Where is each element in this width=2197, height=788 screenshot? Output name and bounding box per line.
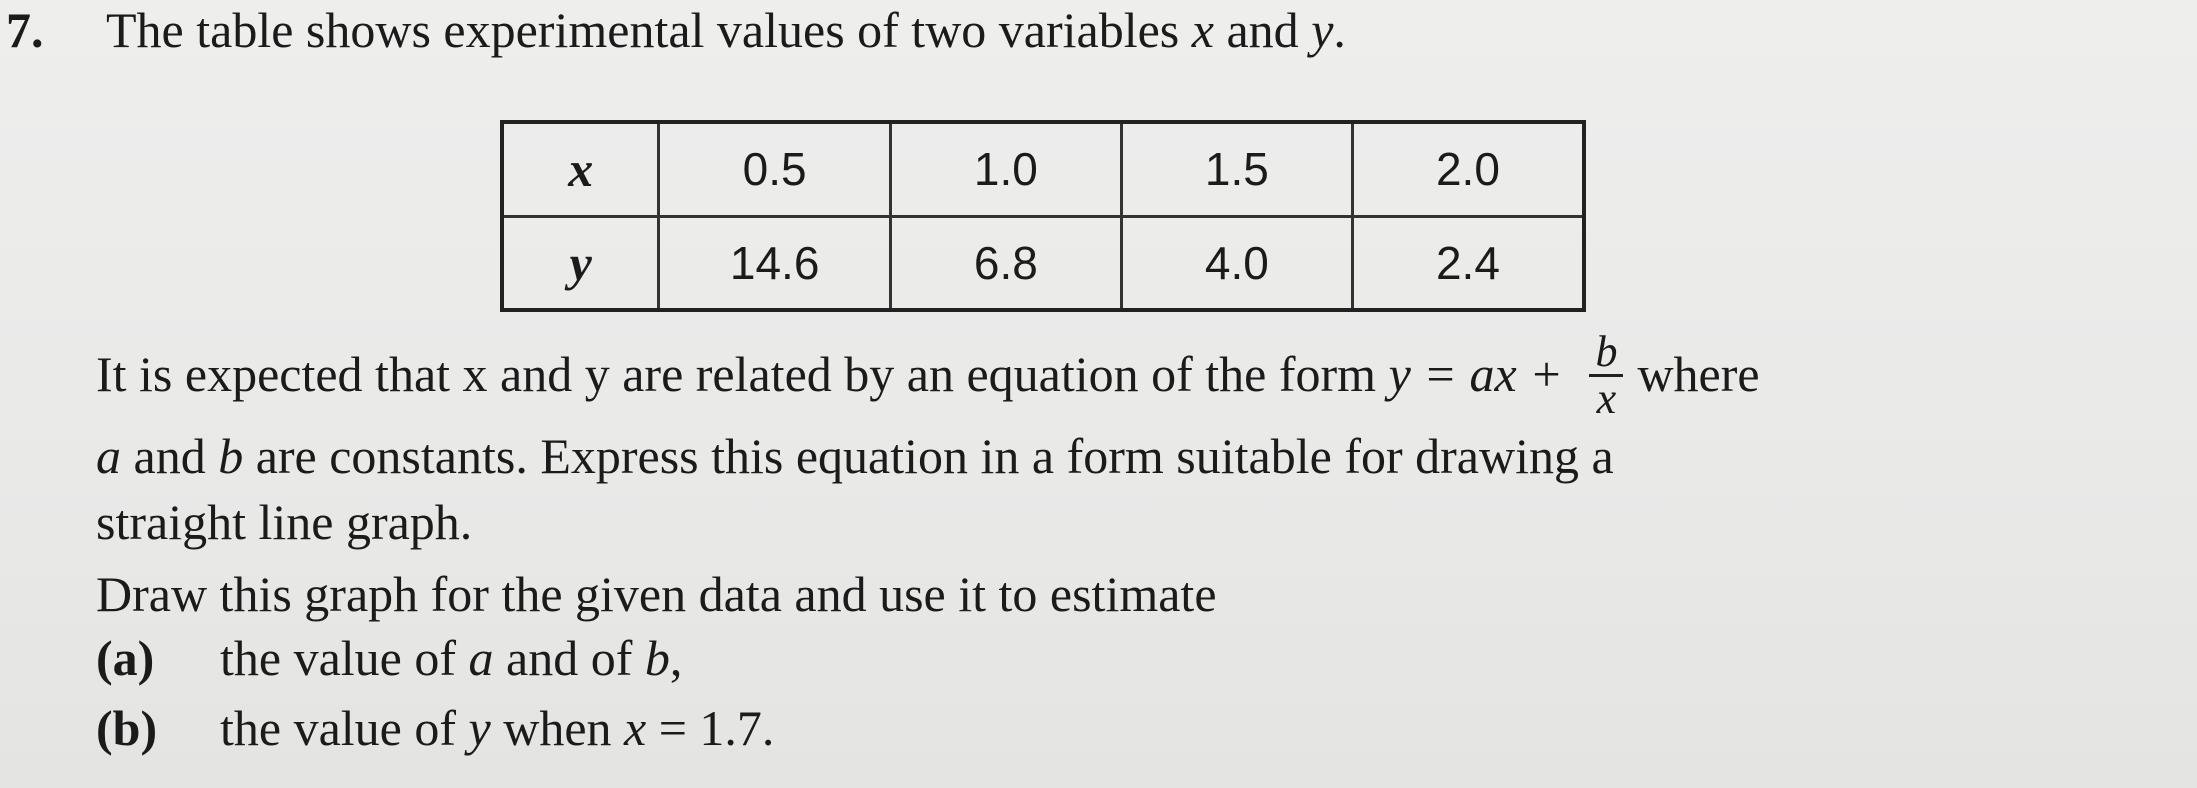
part-b xyxy=(96,700,774,756)
equation-lhs: y = ax + xyxy=(1388,345,1576,402)
part-a-text-3: , xyxy=(669,630,683,686)
part-a-label: (a) xyxy=(96,630,155,686)
x-value-cell: 0.5 xyxy=(659,122,890,216)
part-b-var-x: x xyxy=(624,700,647,756)
fraction-numerator: b xyxy=(1589,330,1623,377)
part-a-text: the value of xyxy=(220,630,469,686)
x-value-cell: 1.5 xyxy=(1121,122,1352,216)
part-b-var-y: y xyxy=(468,700,491,756)
y-value-cell: 14.6 xyxy=(659,216,890,310)
part-a-var-a: a xyxy=(468,630,494,686)
question-intro: The table shows experimental values of two variables xyxy=(106,2,1192,58)
fraction-b-over-x xyxy=(1589,327,1623,423)
table-row-y xyxy=(502,216,1584,310)
intro-end: . xyxy=(1333,2,1346,58)
row-label-y: y xyxy=(502,216,659,310)
y-value-cell: 6.8 xyxy=(890,216,1121,310)
question-number: 7. xyxy=(6,2,44,58)
part-a-text-2: and of xyxy=(493,630,645,686)
line2-rest: are constants. Express this equation in a form suitable for drawing a xyxy=(243,428,1614,484)
part-b-text-3: = 1.7. xyxy=(646,700,775,756)
const-b: b xyxy=(218,428,244,484)
part-b-text: the value of xyxy=(220,700,469,756)
line1-start: It is expected that x and y are related by an equation of the form xyxy=(96,345,1389,402)
intro-and: and xyxy=(1213,2,1312,58)
part-b-text-2: when xyxy=(490,700,625,756)
var-y: y xyxy=(1311,2,1334,58)
data-table xyxy=(500,120,1586,312)
question-heading xyxy=(6,0,1346,60)
paragraph-line-2 xyxy=(96,428,1614,484)
line1-end: where xyxy=(1637,345,1760,402)
row-label-x: x xyxy=(502,122,659,216)
const-a: a xyxy=(96,428,121,484)
part-a-var-b: b xyxy=(644,630,670,686)
x-value-cell: 1.0 xyxy=(890,122,1121,216)
part-a xyxy=(96,630,682,686)
table-row-x xyxy=(502,122,1584,216)
y-value-cell: 4.0 xyxy=(1121,216,1352,310)
paragraph-line-1 xyxy=(96,327,1760,425)
paragraph-line-4: Draw this graph for the given data and use it to estimate xyxy=(96,566,1217,622)
part-b-label: (b) xyxy=(96,700,158,756)
var-x: x xyxy=(1191,2,1214,58)
x-value-cell: 2.0 xyxy=(1352,122,1584,216)
paragraph-line-3: straight line graph. xyxy=(96,494,473,550)
y-value-cell: 2.4 xyxy=(1352,216,1584,310)
line2-and: and xyxy=(121,428,219,484)
fraction-denominator: x xyxy=(1596,374,1617,423)
